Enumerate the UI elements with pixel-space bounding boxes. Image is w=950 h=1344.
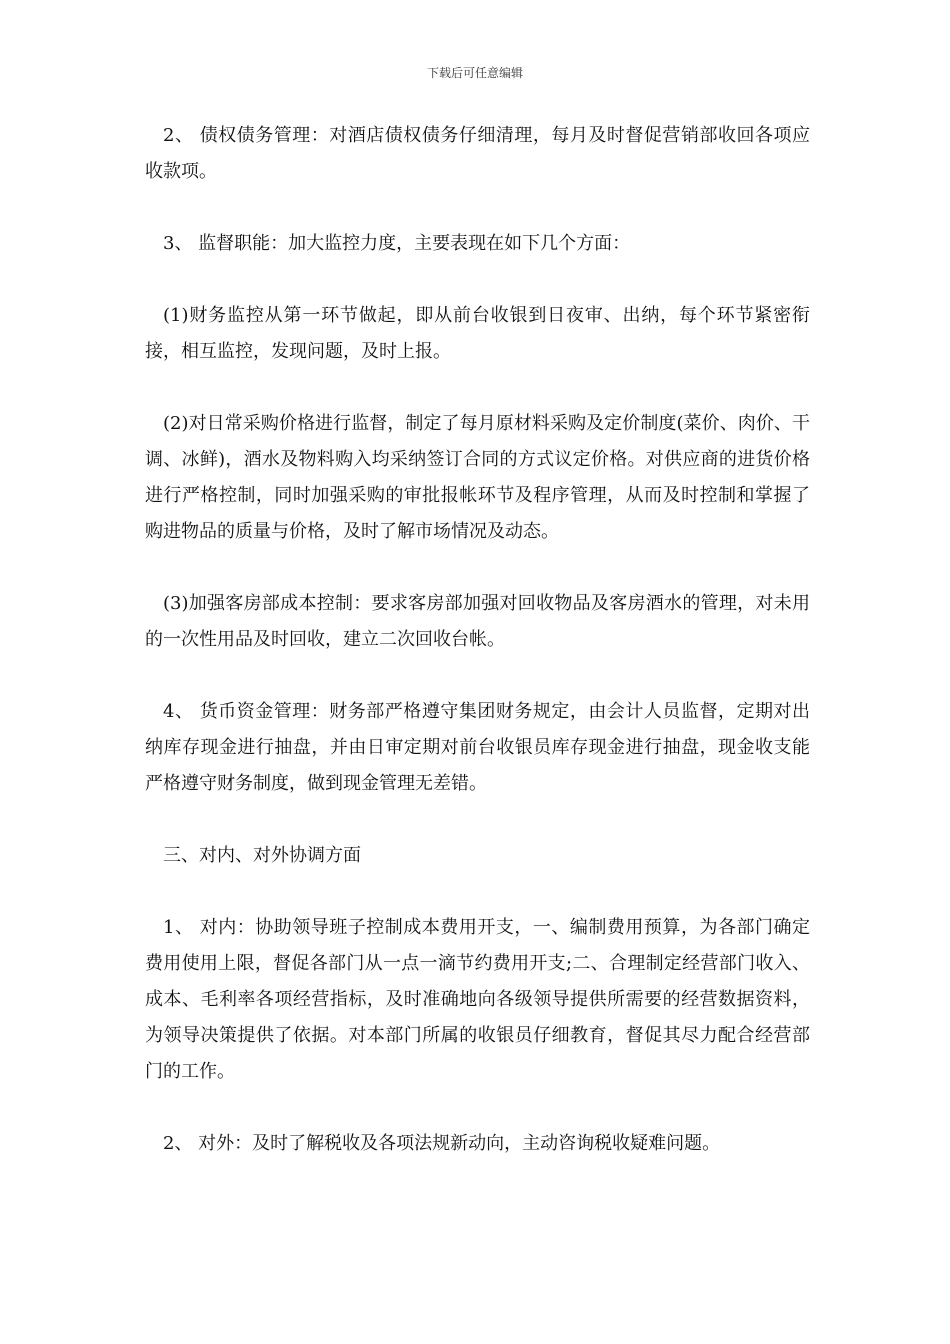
paragraph-procurement-price: (2)对日常采购价格进行监督，制定了每月原材料采购及定价制度(菜价、肉价、干调、冰鲜)，酒水及物料购入均采纳签订合同的方式议定价格。对供应商的进货价格进行严格控制，同时加强采购的审批报帐环节及程序管理，从而及时控制和掌握了购进物品的质量与价格，及时了解市场情况及动态。 bbox=[145, 413, 810, 542]
paragraph-supervision-function: 3、 监督职能：加大监控力度，主要表现在如下几个方面： bbox=[163, 233, 631, 254]
section-heading-coordination: 三、对内、对外协调方面 bbox=[163, 845, 361, 866]
paragraph-financial-monitoring: (1)财务监控从第一环节做起，即从前台收银到日夜审、出纳，每个环节紧密衔接，相互监控，发现问题，及时上报。 bbox=[145, 305, 810, 362]
page-header: 下载后可任意编辑 bbox=[426, 66, 523, 80]
paragraph-housekeeping-cost: (3)加强客房部成本控制：要求客房部加强对回收物品及客房酒水的管理，对未用的一次性用品及时回收，建立二次回收台帐。 bbox=[145, 593, 810, 650]
paragraph-debt-management: 2、 债权债务管理：对酒店债权债务仔细清理，每月及时督促营销部收回各项应收款项。 bbox=[145, 125, 810, 182]
paragraph-internal-coordination: 1、 对内：协助领导班子控制成本费用开支，一、编制费用预算，为各部门确定费用使用上限，督促各部门从一点一滴节约费用开支;二、合理制定经营部门收入、成本、毛利率各项经营指标，及时准确地向各级领导提供所需要的经营数据资料，为领导决策提供了依据。对本部门所属的收银员仔细教育，督促其尽力配合经营部门的工作。 bbox=[145, 917, 810, 1082]
paragraph-cash-management: 4、 货币资金管理：财务部严格遵守集团财务规定，由会计人员监督，定期对出纳库存现金进行抽盘，并由日审定期对前台收银员库存现金进行抽盘，现金收支能严格遵守财务制度，做到现金管理无差错。 bbox=[145, 701, 810, 794]
document-body bbox=[145, 118, 810, 1162]
paragraph-external-coordination: 2、 对外：及时了解税收及各项法规新动向，主动咨询税收疑难问题。 bbox=[163, 1133, 721, 1154]
